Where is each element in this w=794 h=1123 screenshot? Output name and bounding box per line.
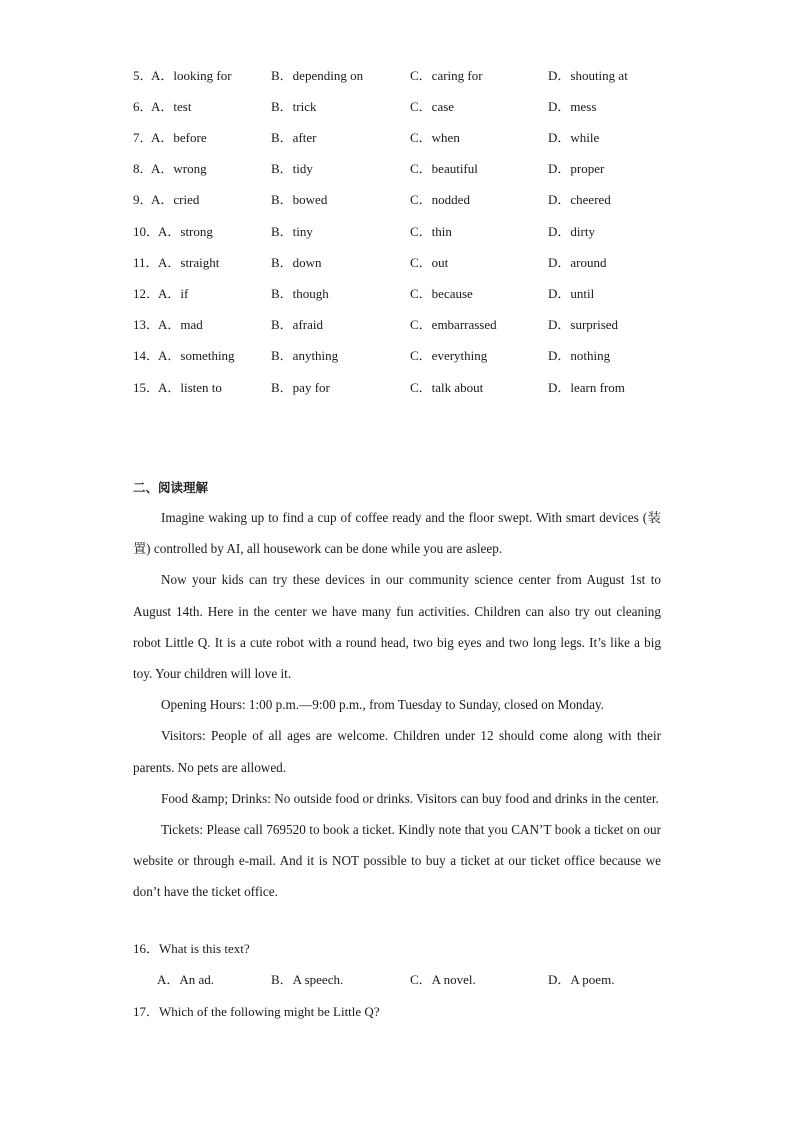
question-number: 5． [133,68,153,83]
option-d: D．learn from [548,380,625,395]
option-a: A．test [151,99,192,114]
question-16-options [0,970,794,990]
passage-paragraph: Imagine waking up to find a cup of coffee ready and the floor swept. With smart devices (装置) controlled by AI, all housework can be done while you are asleep. [133,510,661,557]
option-b: B．tidy [271,161,313,176]
option-b: B．A speech. [271,972,344,987]
question-row [0,66,794,86]
option-c: C．caring for [410,68,483,83]
question-row [0,315,794,335]
option-a: A．wrong [151,161,207,176]
option-d: D．while [548,130,600,145]
option-c: C．talk about [410,380,484,395]
option-b: B．trick [271,99,317,114]
option-d: D．cheered [548,192,611,207]
option-d: D．mess [548,99,597,114]
passage-paragraph: Food &amp; Drinks: No outside food or drinks. Visitors can buy food and drinks in the center. [161,790,659,806]
option-a: A．if [158,286,189,301]
option-a: A．mad [158,317,203,332]
option-b: B．though [271,286,329,301]
question-row [0,222,794,242]
option-a: A．strong [158,224,213,239]
question-number: 11． [133,255,159,270]
question-row [0,378,794,398]
question-number: 6． [133,99,153,114]
question-number: 14． [133,348,160,363]
question-number: 7． [133,130,153,145]
question-number: 12． [133,286,160,301]
option-d: D．A poem. [548,972,615,987]
option-c: C．because [410,286,473,301]
option-a: A．before [151,130,207,145]
option-d: D．until [548,286,595,301]
option-a: A．looking for [151,68,232,83]
option-c: C．when [410,130,460,145]
option-c: C．nodded [410,192,470,207]
passage-paragraph: Visitors: People of all ages are welcome. Children under 12 should come along with their parents. No pets are allowed. [133,728,661,775]
option-b: B．pay for [271,380,330,395]
option-a: A．something [158,348,235,363]
question-number: 10． [133,224,160,239]
question-number: 13． [133,317,160,332]
question-number: 8． [133,161,153,176]
option-c: C．beautiful [410,161,478,176]
option-b: B．bowed [271,192,328,207]
question-17-stem: 17．Which of the following might be Little Q? [133,1004,380,1019]
section-heading: 二、阅读理解 [133,480,209,495]
option-c: C．everything [410,348,488,363]
question-number: 9． [133,192,153,207]
option-c: C．out [410,255,449,270]
question-16-stem: 16．What is this text? [133,941,250,956]
option-a: A．cried [151,192,200,207]
question-row [0,159,794,179]
passage-paragraph: Tickets: Please call 769520 to book a ticket. Kindly note that you CAN’T book a ticket on our website or through e-mail. And it is NOT possible to buy a ticket at our ticket office because we don’t have the ticket office. [133,822,661,900]
option-b: B．anything [271,348,339,363]
option-c: C．thin [410,224,452,239]
option-b: B．down [271,255,322,270]
passage-paragraph: Opening Hours: 1:00 p.m.—9:00 p.m., from Tuesday to Sunday, closed on Monday. [161,697,604,713]
option-c: C．embarrassed [410,317,497,332]
option-d: D．surprised [548,317,619,332]
option-d: D．shouting at [548,68,628,83]
question-row [0,190,794,210]
option-a: A．straight [158,255,220,270]
option-d: D．nothing [548,348,611,363]
question-row [0,128,794,148]
option-d: D．proper [548,161,605,176]
question-row [0,284,794,304]
option-d: D．around [548,255,607,270]
option-b: B．tiny [271,224,313,239]
option-c: C．case [410,99,455,114]
reading-passage [133,502,661,908]
question-row [0,253,794,273]
question-row [0,346,794,366]
option-a: A．An ad. [157,972,215,987]
option-d: D．dirty [548,224,595,239]
question-number: 15． [133,380,160,395]
option-b: B．afraid [271,317,323,332]
option-c: C．A novel. [410,972,476,987]
option-a: A．listen to [158,380,222,395]
passage-paragraph: Now your kids can try these devices in our community science center from August 1st to August 14th. Here in the center we have many fun activities. Children can also try out cleaning robot Little Q. It is a cute robot with a round head, two big eyes and two long legs. It’s like a big toy. Your children will love it. [133,572,661,682]
option-b: B．depending on [271,68,364,83]
question-row [0,97,794,117]
option-b: B．after [271,130,317,145]
